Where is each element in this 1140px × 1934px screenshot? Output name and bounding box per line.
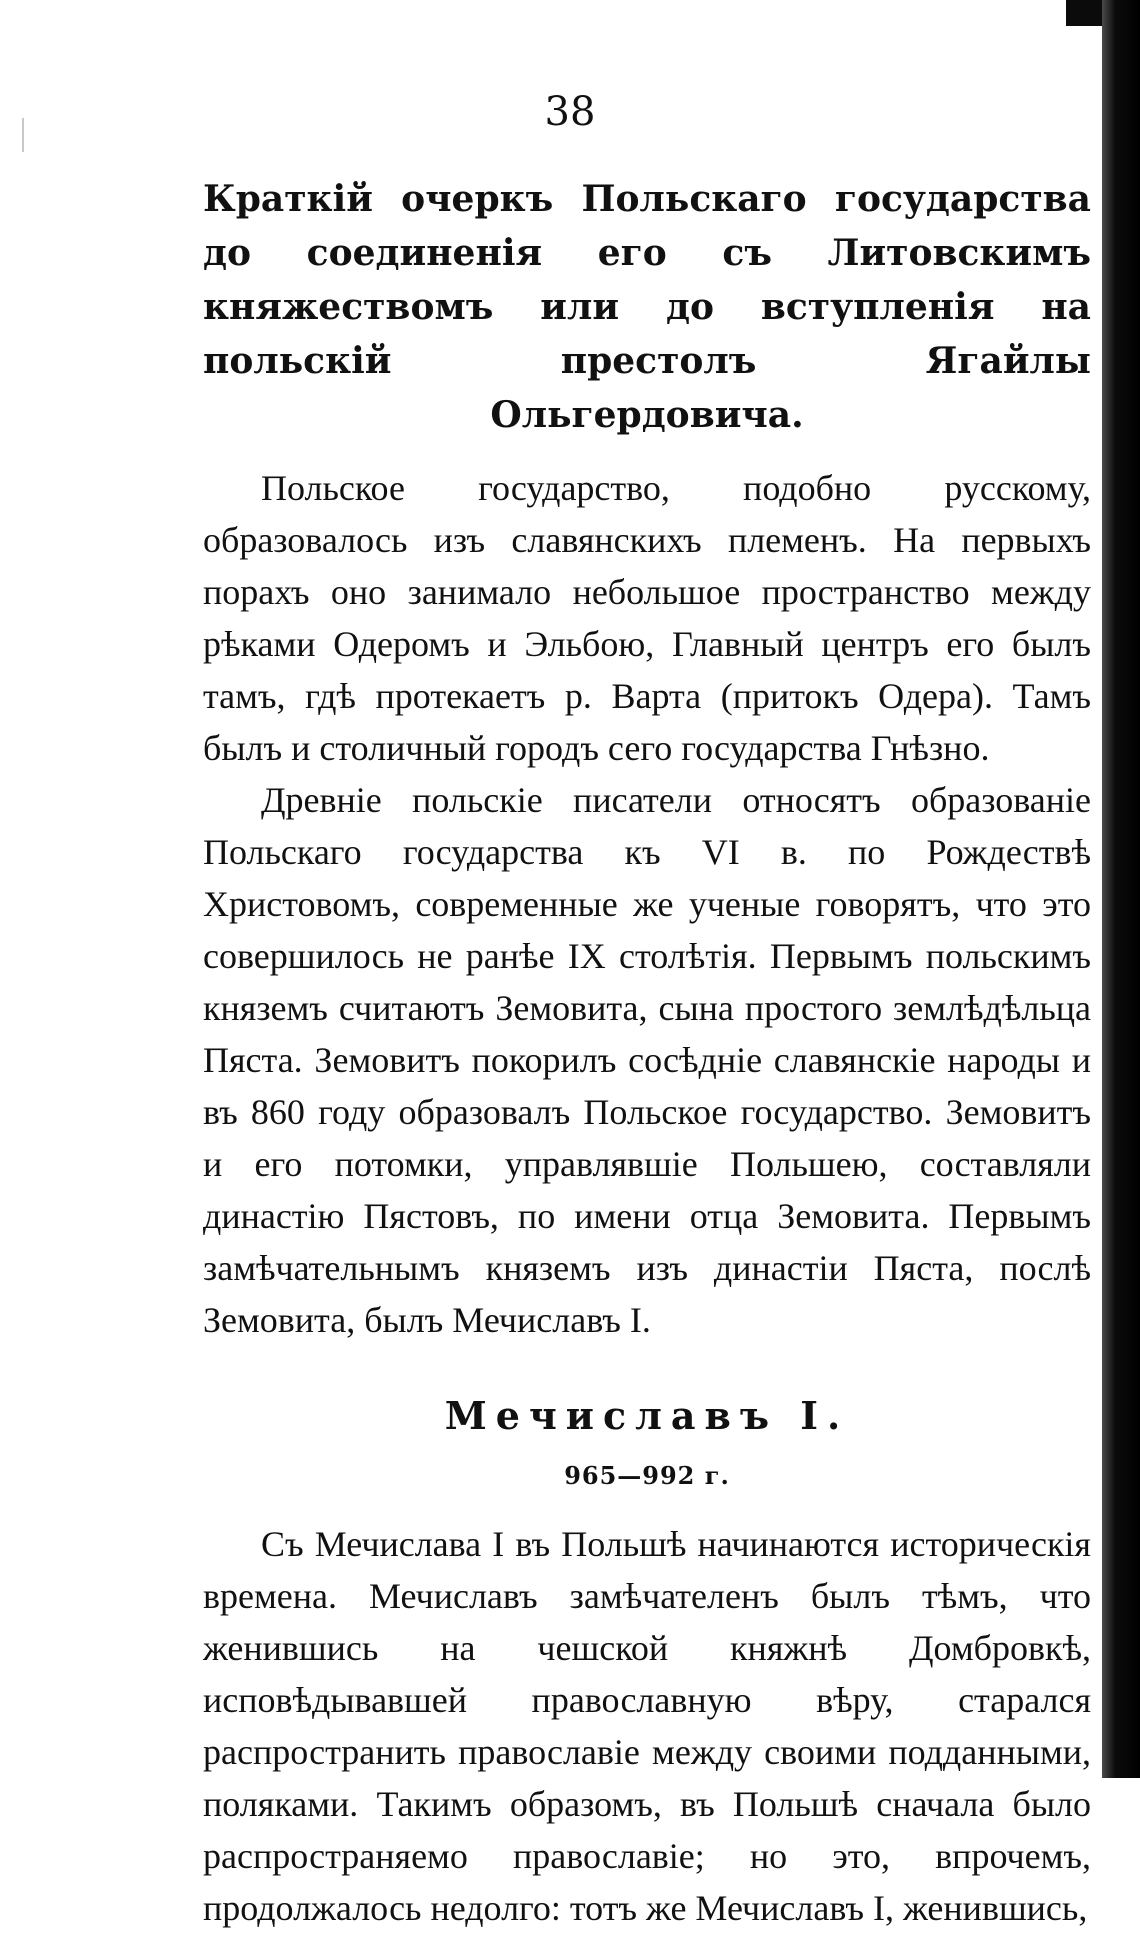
section-title: Мечиславъ I.: [444, 1393, 850, 1438]
page-number: 38: [544, 89, 596, 135]
page-content: [203, 172, 1091, 1934]
section-paragraph-1: Съ Мечислава I въ Польшѣ начинаются историческія времена. Мечиславъ замѣчателенъ былъ тѣмъ, что женившись на чешской княжнѣ Домбровкѣ, исповѣдывавшей православную вѣру, старался распространить православіе между своими подданными, поляками. Такимъ образомъ, въ Польшѣ сначала было распространяемо православіе; но это, впрочемъ, продолжалось недолго: тотъ же Мечиславъ I, женившись,: [203, 1524, 1091, 1928]
chapter-heading: Краткій очеркъ Польскаго государства до соединенія его съ Литовскимъ княжествомъ или до вступленія на польскій престолъ Ягайлы Ольгердовича.: [203, 178, 1091, 436]
section-dates: 965—992 г.: [564, 1461, 730, 1490]
paragraph-1: Польское государство, подобно русскому, образовалось изъ славянскихъ племенъ. На первыхъ порахъ оно занимало небольшое пространство между рѣками Одеромъ и Эльбою, Главный центръ его былъ тамъ, гдѣ протекаетъ р. Варта (притокъ Одера). Тамъ былъ и столичный городъ сего государства Гнѣзно.: [203, 468, 1091, 768]
binding-shadow-top: [1066, 0, 1102, 26]
paragraph-2: Древніе польскіе писатели относятъ образованіе Польскаго государства къ VI в. по Рождествѣ Христовомъ, современные же ученые говорятъ, что это совершилось не ранѣе IX столѣтія. Первымъ польскимъ княземъ считаютъ Земовита, сына простого землѣдѣльца Пяста. Земовитъ покорилъ сосѣдніе славянскіе народы и въ 860 году образовалъ Польское государство. Земовитъ и его потомки, управлявшіе Польшею, составляли династію Пястовъ, по имени отца Земовита. Первымъ замѣчательнымъ княземъ изъ династіи Пяста, послѣ Земовита, былъ Мечиславъ I.: [203, 780, 1091, 1340]
binding-shadow: [1102, 0, 1140, 1778]
